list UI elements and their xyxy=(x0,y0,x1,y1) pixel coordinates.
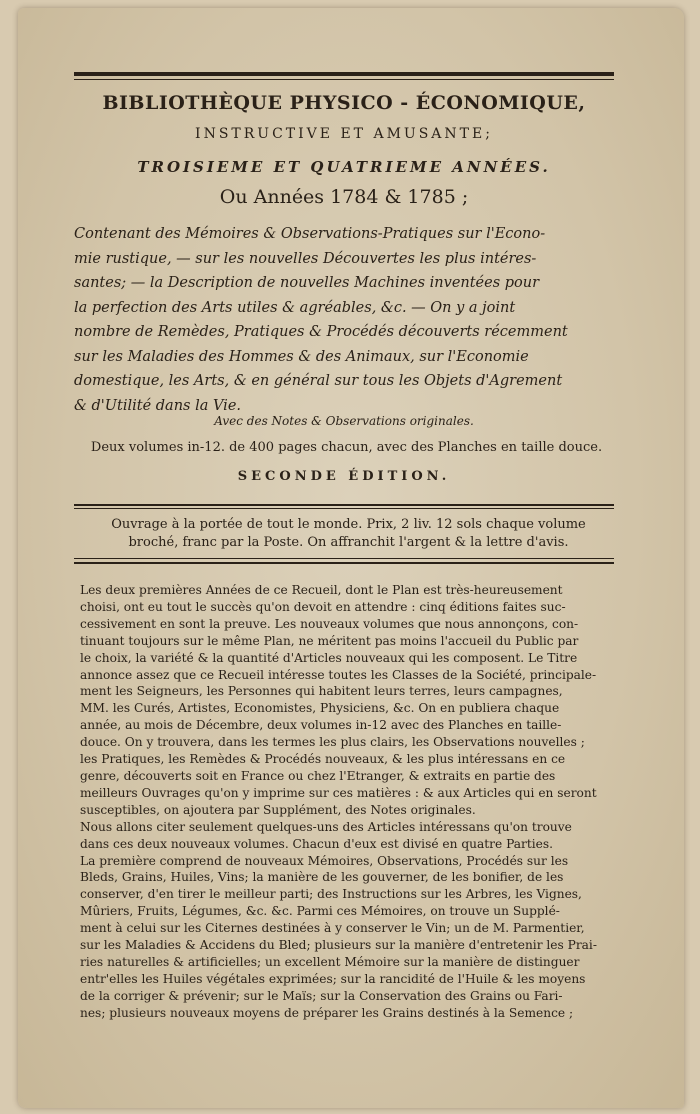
body-line: cessivement en sont la preuve. Les nouveaux volumes que nous annonçons, con- xyxy=(80,616,579,631)
body-line: dans ces deux nouveaux volumes. Chacun d'eux est divisé en quatre Parties. xyxy=(80,836,553,851)
years-heading: TROISIEME ET QUATRIEME ANNÉES. xyxy=(137,158,551,176)
document-title: BIBLIOTHÈQUE PHYSICO - ÉCONOMIQUE, xyxy=(102,92,586,114)
contents-line: santes; — la Description de nouvelles Machines inventées pour xyxy=(74,275,540,291)
price-line: Ouvrage à la portée de tout le monde. Prix, 2 liv. 12 sols chaque volume xyxy=(111,517,586,532)
body-line: année, au mois de Décembre, deux volumes in-12 avec des Planches en taille- xyxy=(80,718,562,733)
body-line: de la corriger & prévenir; sur le Maïs; sur la Conservation des Grains ou Fari- xyxy=(80,988,563,1003)
section-rule xyxy=(74,558,614,559)
years-line: Ou Années 1784 & 1785 ; xyxy=(219,186,469,208)
contents-paragraph xyxy=(74,222,619,418)
body-line: genre, découverts soit en France ou chez l'Etranger, & extraits en partie des xyxy=(80,768,556,783)
section-rule xyxy=(74,562,614,564)
body-line: entr'elles les Huiles végétales exprimées; sur la rancidité de l'Huile & les moyens xyxy=(80,971,586,986)
document-subtitle: INSTRUCTIVE ET AMUSANTE; xyxy=(195,126,493,142)
body-line: MM. les Curés, Artistes, Economistes, Physiciens, &c. On en publiera chaque xyxy=(80,701,560,716)
price-notice xyxy=(76,516,621,552)
top-thick-rule xyxy=(74,72,614,76)
contents-line: la perfection des Arts utiles & agréables, &c. — On y a joint xyxy=(74,299,516,316)
edition-line: SECONDE ÉDITION. xyxy=(237,469,451,484)
body-line: tinuant toujours sur le même Plan, ne méritent pas moins l'accueil du Public par xyxy=(80,633,579,648)
body-line: ment les Seigneurs, les Personnes qui habitent leurs terres, leurs campagnes, xyxy=(80,684,563,699)
body-line: annonce assez que ce Recueil intéresse toutes les Classes de la Société, principale- xyxy=(80,667,597,682)
body-line: les Pratiques, les Remèdes & Procédés nouveaux, & les plus intéressans en ce xyxy=(80,752,566,767)
body-line: sur les Maladies & Accidens du Bled; plusieurs sur la manière d'entretenir les Prai- xyxy=(80,938,597,953)
contents-line: Contenant des Mémoires & Observations-Pratiques sur l'Econo- xyxy=(74,226,546,242)
body-paragraphs xyxy=(80,582,620,1022)
body-line: susceptibles, on ajoutera par Supplément, des Notes originales. xyxy=(80,802,476,817)
contents-line: & d'Utilité dans la Vie. xyxy=(74,397,242,414)
body-line: Mûriers, Fruits, Légumes, &c. &c. Parmi ces Mémoires, on trouve un Supplé- xyxy=(80,904,560,919)
body-line: le choix, la variété & la quantité d'Articles nouveaux qui les composent. Le Titre xyxy=(80,650,578,665)
body-line: ries naturelles & artificielles; un excellent Mémoire sur la manière de distinguer xyxy=(80,954,580,969)
body-line: choisi, ont eu tout le succès qu'on devoit en attendre : cinq éditions faites suc- xyxy=(80,599,566,614)
section-rule xyxy=(74,504,614,506)
body-line: Bleds, Grains, Huiles, Vins; la manière de les gouverner, de les bonifier, de les xyxy=(80,870,564,885)
contents-line: domestique, les Arts, & en général sur tous les Objets d'Agrement xyxy=(74,373,563,389)
notes-line: Avec des Notes & Observations originales. xyxy=(214,414,474,428)
body-line: Les deux premières Années de ce Recueil, dont le Plan est très-heureusement xyxy=(80,583,563,597)
body-line: La première comprend de nouveaux Mémoires, Observations, Procédés sur les xyxy=(80,853,569,868)
volumes-line: Deux volumes in-12. de 400 pages chacun, avec des Planches en taille douce. xyxy=(90,440,603,455)
contents-line: mie rustique, — sur les nouvelles Découvertes les plus intéres- xyxy=(74,250,537,267)
body-line: nes; plusieurs nouveaux moyens de préparer les Grains destinés à la Semence ; xyxy=(80,1005,574,1020)
price-line: broché, franc par la Poste. On affranchit l'argent & la lettre d'avis. xyxy=(128,535,569,550)
contents-line: sur les Maladies des Hommes & des Animaux, sur l'Economie xyxy=(74,348,529,365)
contents-line: nombre de Remèdes, Pratiques & Procédés découverts récemment xyxy=(74,324,568,340)
top-thin-rule xyxy=(74,79,614,80)
body-line: ment à celui sur les Citernes destinées à y conserver le Vin; un de M. Parmentier, xyxy=(80,921,585,936)
body-line: conserver, d'en tirer le meilleur parti; des Instructions sur les Arbres, les Vignes, xyxy=(80,887,582,902)
section-rule xyxy=(74,508,614,509)
body-line: Nous allons citer seulement quelques-uns des Articles intéressans qu'on trouve xyxy=(80,819,572,834)
body-line: meilleurs Ouvrages qu'on y imprime sur ces matières : & aux Articles qui en seront xyxy=(80,785,597,800)
body-line: douce. On y trouvera, dans les termes les plus clairs, les Observations nouvelles ; xyxy=(80,735,585,750)
